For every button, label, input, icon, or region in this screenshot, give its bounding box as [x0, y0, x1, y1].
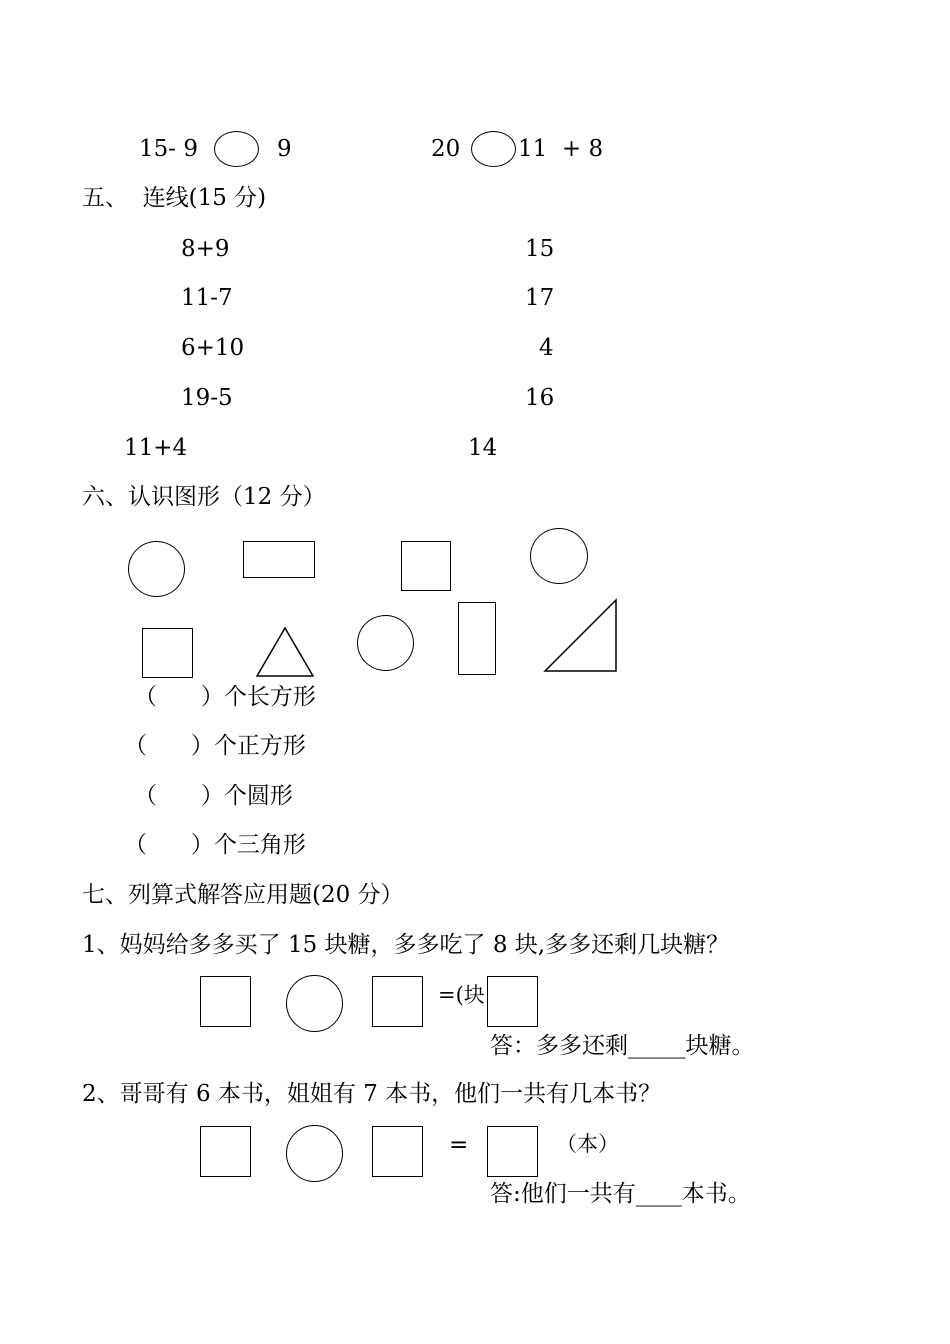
answer-box[interactable]	[372, 1126, 423, 1177]
match-left-item[interactable]: 11-7	[181, 285, 233, 311]
question-2: 2、哥哥有 6 本书，姐姐有 7 本书，他们一共有几本书？	[82, 1081, 662, 1107]
match-right-item[interactable]: 4	[539, 335, 554, 361]
match-right-item[interactable]: 14	[468, 435, 498, 461]
count-triangles[interactable]: （ ）个三角形	[124, 832, 306, 858]
operator-circle[interactable]	[286, 1125, 343, 1182]
equals-unit: =(块	[438, 983, 485, 1007]
unit-label: （本）	[556, 1132, 619, 1156]
answer-line-1[interactable]: 答：多多还剩_____块糖。	[490, 1033, 755, 1059]
section-title: 五、 连线(15 分)	[82, 185, 267, 211]
answer-box[interactable]	[200, 976, 251, 1027]
count-rectangles[interactable]: （ ）个长方形	[134, 684, 316, 710]
compare-right-lhs: 20	[431, 136, 461, 162]
circle-shape	[357, 615, 414, 671]
answer-box[interactable]	[487, 1126, 538, 1177]
match-left-item[interactable]: 11+4	[124, 435, 188, 461]
section-title: 六、认识图形（12 分）	[82, 484, 326, 510]
answer-box[interactable]	[487, 976, 538, 1027]
equals-sign: =	[449, 1132, 469, 1158]
answer-line-2[interactable]: 答:他们一共有____本书。	[490, 1181, 751, 1207]
compare-left-expr: 15- 9	[139, 136, 198, 162]
compare-circle-blank[interactable]	[214, 131, 259, 167]
square-shape	[142, 628, 193, 678]
match-left-item[interactable]: 19-5	[181, 385, 233, 411]
match-right-item[interactable]: 16	[525, 385, 555, 411]
right-triangle-shape	[544, 599, 618, 673]
answer-box[interactable]	[200, 1126, 251, 1177]
compare-left-rhs: 9	[277, 136, 292, 162]
match-right-item[interactable]: 17	[525, 285, 555, 311]
circle-shape	[128, 541, 185, 597]
rectangle-shape	[458, 602, 496, 675]
match-right-item[interactable]: 15	[525, 236, 555, 262]
match-left-item[interactable]: 8+9	[181, 236, 230, 262]
compare-right-expr: 11 + 8	[518, 136, 604, 162]
section-title: 七、列算式解答应用题(20 分）	[82, 882, 404, 908]
triangle-shape	[256, 627, 314, 677]
count-squares[interactable]: （ ）个正方形	[124, 733, 306, 759]
operator-circle[interactable]	[286, 975, 343, 1032]
match-left-item[interactable]: 6+10	[181, 335, 245, 361]
count-circles[interactable]: （ ）个圆形	[134, 783, 293, 809]
question-1: 1、妈妈给多多买了 15 块糖，多多吃了 8 块,多多还剩几块糖？	[82, 932, 730, 958]
answer-box[interactable]	[372, 976, 423, 1027]
square-shape	[401, 541, 451, 591]
compare-circle-blank[interactable]	[471, 131, 516, 167]
rectangle-shape	[243, 541, 315, 578]
circle-shape	[530, 528, 588, 584]
